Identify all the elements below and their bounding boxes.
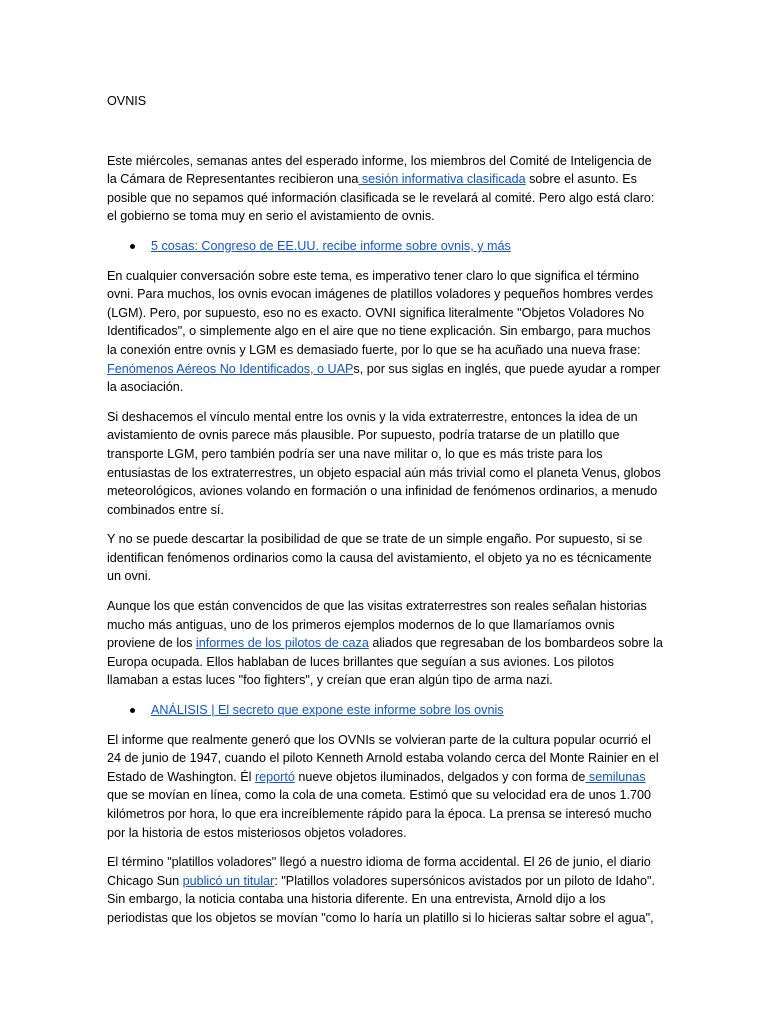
paragraph-6-text-a: El informe que realmente generó que los OVNIs se volvieran parte de la cultura popular ocurrió el 24 de junio de 1947, cuando el piloto Kenneth Arnold estaba volando cerca del Monte Rainier en el Estado de Washington. Él bbox=[107, 732, 659, 784]
list-item bbox=[151, 701, 663, 720]
paragraph-1-text-b: sobre el asunto. Es posible que no sepamos qué información clasificada se le revelará al comité. Pero algo está claro: el gobierno se toma muy en serio el avistamiento de ovnis. bbox=[107, 172, 655, 224]
document-title: OVNIS bbox=[107, 94, 147, 108]
paragraph-6 bbox=[107, 731, 663, 843]
paragraph-7-text-a: El término "platillos voladores" llegó a nuestro idioma de forma accidental. El 26 de junio, el diario Chicago Sun bbox=[107, 855, 651, 888]
paragraph-7-text-b: : "Platillos voladores supersónicos avistados por un piloto de Idaho". Sin embargo, la noticia contaba una historia diferente. En una entrevista, Arnold dijo a los periodistas que los objetos se movían "como lo haría un platillo si lo hicieras saltar sobre el agua", bbox=[107, 873, 656, 925]
paragraph-5 bbox=[107, 597, 663, 690]
paragraph-2-text-b: s, por sus siglas en inglés, que puede ayudar a romper la asociación. bbox=[107, 361, 661, 395]
paragraph-5-text-b: aliados que regresaban de los bombardeos sobre la Europa ocupada. Ellos hablaban de luces brillantes que seguían a sus aviones. Los pilotos llamaban a estas luces "foo fighters", y creían que eran algún tipo de arma nazi. bbox=[107, 636, 663, 688]
paragraph-2 bbox=[107, 267, 663, 397]
bullet-list-1 bbox=[107, 237, 663, 256]
bullet-list-2 bbox=[107, 701, 663, 720]
paragraph-6-text-c: que se movían en línea, como la cola de una cometa. Estimó que su velocidad era de unos 1.700 kilómetros por hora, lo que era increíblemente rápido para la época. La prensa se interesó mucho por la historia de estos misteriosos objetos voladores. bbox=[107, 788, 652, 840]
bullet-icon bbox=[130, 708, 135, 713]
paragraph-6-text-b: nueve objetos iluminados, delgados y con forma de bbox=[294, 769, 586, 784]
link-publico-titular[interactable]: publicó un titular bbox=[182, 873, 275, 888]
paragraph-7 bbox=[107, 853, 663, 927]
link-semilunas[interactable]: semilunas bbox=[585, 769, 646, 784]
link-analisis[interactable]: ANÁLISIS | El secreto que expone este informe sobre los ovnis bbox=[151, 703, 504, 718]
paragraph-1-text-a: Este miércoles, semanas antes del esperado informe, los miembros del Comité de Inteligencia de la Cámara de Representantes recibieron una bbox=[107, 153, 652, 187]
list-item bbox=[151, 237, 663, 256]
paragraph-1 bbox=[107, 152, 663, 226]
link-sesion-informativa[interactable]: sesión informativa clasificada bbox=[358, 172, 526, 187]
link-informes-pilotos[interactable]: informes de los pilotos de caza bbox=[195, 636, 369, 651]
bullet-icon bbox=[130, 244, 135, 249]
link-5-cosas[interactable]: 5 cosas: Congreso de EE.UU. recibe informe sobre ovnis, y más bbox=[151, 238, 511, 253]
paragraph-2-text-a: En cualquier conversación sobre este tema, es imperativo tener claro lo que significa el término ovni. Para muchos, los ovnis evocan imágenes de platillos voladores y pequeños hombres verdes (LGM). Pero, por supuesto, eso no es exacto. OVNI significa literalmente "Objetos Voladores No Identificados", o simplemente algo en el aire que no tiene explicación. Sin embargo, para muchos la conexión entre ovnis y LGM es demasiado fuerte, por lo que se ha acuñado una nueva frase: bbox=[107, 268, 654, 357]
paragraph-3: Si deshacemos el vínculo mental entre los ovnis y la vida extraterrestre, entonces la idea de un avistamiento de ovnis parece más plausible. Por supuesto, podría tratarse de un platillo que transporte LGM, pero también podría ser una nave militar o, lo que es más triste para los entusiastas de los extraterrestres, un objeto espacial aún más trivial como el planeta Venus, globos meteorológicos, aviones volando en formación o una infinidad de fenómenos ordinarios, a menudo combinados entre sí. bbox=[107, 409, 661, 517]
paragraph-4: Y no se puede descartar la posibilidad de que se trate de un simple engaño. Por supuesto, si se identifican fenómenos ordinarios como la causa del avistamiento, el objeto ya no es técnicamente un ovni. bbox=[107, 532, 652, 584]
document-body bbox=[107, 92, 663, 939]
link-reporto[interactable]: reportó bbox=[254, 769, 295, 784]
paragraph-5-text-a: Aunque los que están convencidos de que las visitas extraterrestres son reales señalan historias mucho más antiguas, uno de los primeros ejemplos modernos de lo que llamaríamos ovnis proviene de los bbox=[107, 599, 647, 651]
link-uap[interactable]: Fenómenos Aéreos No Identificados, o UAP bbox=[107, 361, 354, 376]
